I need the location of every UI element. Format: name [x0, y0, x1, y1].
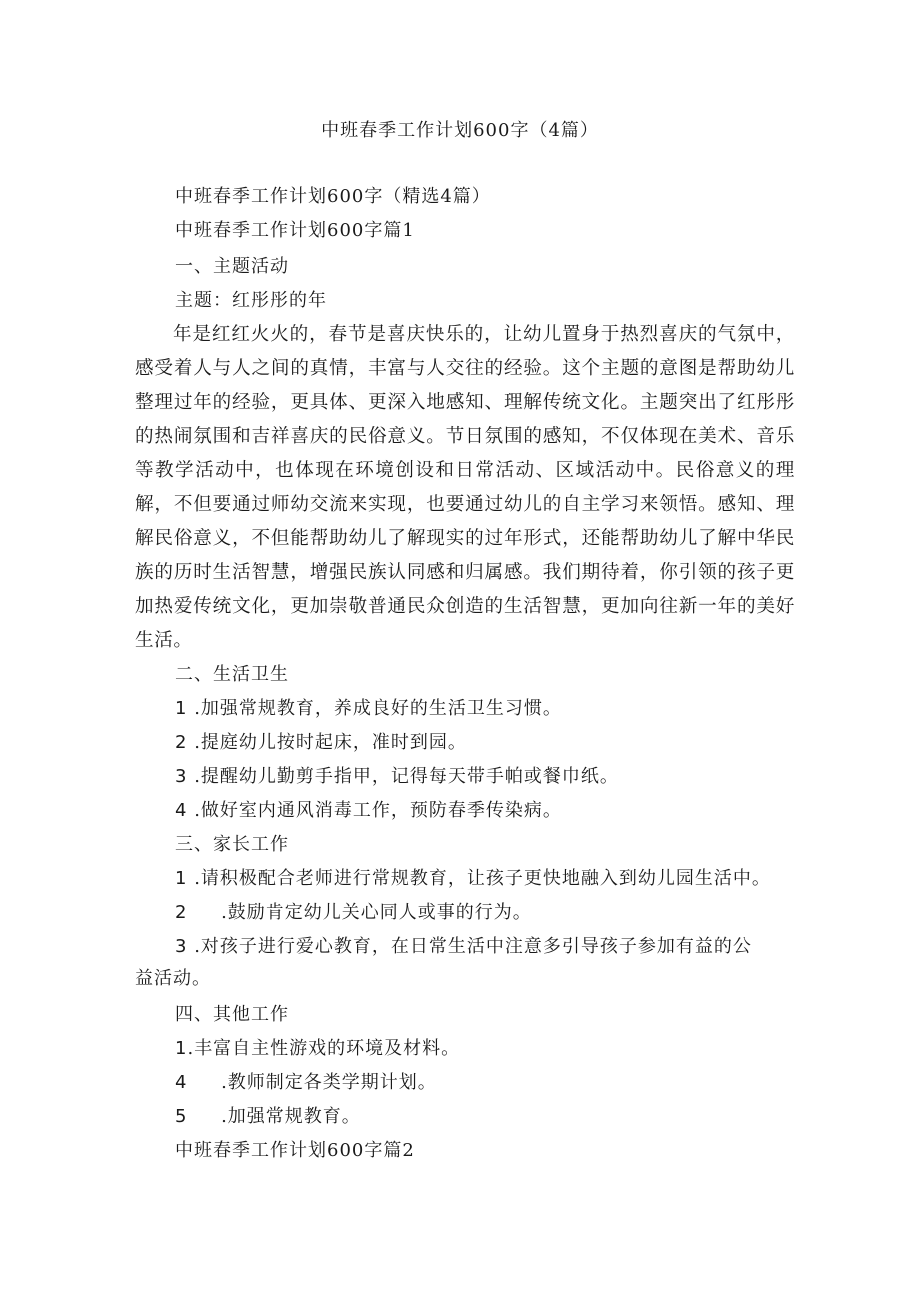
section4-item-3: [175, 1102, 361, 1128]
document-subtitle: 中班春季工作计划600字（精选4篇）: [175, 186, 491, 207]
section3-item-3: [175, 932, 752, 958]
section1-theme: 主题：红彤彤的年: [175, 290, 327, 311]
item-number: 2: [175, 732, 188, 753]
section4-heading: 四、其他工作: [175, 1004, 289, 1025]
section3-item-2: [175, 898, 532, 924]
item-text: .加强常规教育，养成良好的生活卫生习惯。: [194, 698, 562, 719]
item-number: 1: [175, 868, 188, 889]
section4-item-1: [175, 1034, 460, 1060]
section3-item-1: [175, 864, 771, 890]
section3-heading: 三、家长工作: [175, 834, 289, 855]
section1-heading: 一、主题活动: [175, 256, 289, 277]
item-text: .鼓励肯定幼儿关心同人或事的行为。: [221, 902, 532, 923]
item-text: .请积极配合老师进行常规教育，让孩子更快地融入到幼儿园生活中。: [194, 868, 771, 889]
section2-item-2: [175, 728, 467, 754]
item-number: 3: [175, 936, 188, 957]
item-text: .提庭幼儿按时起床，准时到园。: [194, 732, 467, 753]
section2-item-1: [175, 694, 562, 720]
section2-heading: 二、生活卫生: [175, 664, 289, 685]
item-number: 3: [175, 766, 188, 787]
item-number: 4: [175, 800, 188, 821]
item-number: 1: [175, 698, 188, 719]
item-text: .教师制定各类学期计划。: [221, 1072, 437, 1093]
item-text: .提醒幼儿勤剪手指甲，记得每天带手帕或餐巾纸。: [194, 766, 619, 787]
item-text: .丰富自主性游戏的环境及材料。: [187, 1038, 461, 1059]
section3-item-3-continued: 益活动。: [135, 968, 211, 989]
item-number: 1: [175, 1038, 188, 1059]
article2-heading: 中班春季工作计划600字篇2: [175, 1140, 415, 1161]
item-number: 2: [175, 902, 188, 923]
item-text: .加强常规教育。: [221, 1106, 361, 1127]
item-text: .对孩子进行爱心教育，在日常生活中注意多引导孩子参加有益的公: [194, 936, 752, 957]
item-number: 5: [175, 1106, 188, 1127]
item-text: .做好室内通风消毒工作，预防春季传染病。: [194, 800, 562, 821]
section4-item-2: [175, 1068, 437, 1094]
section2-item-4: [175, 796, 562, 822]
article1-heading: 中班春季工作计划600字篇1: [175, 220, 415, 241]
document-title: 中班春季工作计划600字（4篇）: [321, 120, 599, 141]
item-number: 4: [175, 1072, 188, 1093]
section2-item-3: [175, 762, 619, 788]
section1-paragraph: 年是红红火火的，春节是喜庆快乐的，让幼儿置身于热烈喜庆的气氛中，感受着人与人之间的真情，丰富与人交往的经验。这个主题的意图是帮助幼儿整理过年的经验，更具体、更深入地感知、理解传统文化。主题突出了红彤彤的热闹氛围和吉祥喜庆的民俗意义。节日氛围的感知，不仅体现在美术、音乐等教学活动中，也体现在环境创设和日常活动、区域活动中。民俗意义的理解，不但要通过师幼交流来实现，也要通过幼儿的自主学习来领悟。感知、理解民俗意义，不但能帮助幼儿了解现实的过年形式，还能帮助幼儿了解中华民族的历时生活智慧，增强民族认同感和归属感。我们期待着，你引领的孩子更加热爱传统文化，更加崇敬普通民众创造的生活智慧，更加向往新一年的美好生活。: [135, 324, 795, 651]
